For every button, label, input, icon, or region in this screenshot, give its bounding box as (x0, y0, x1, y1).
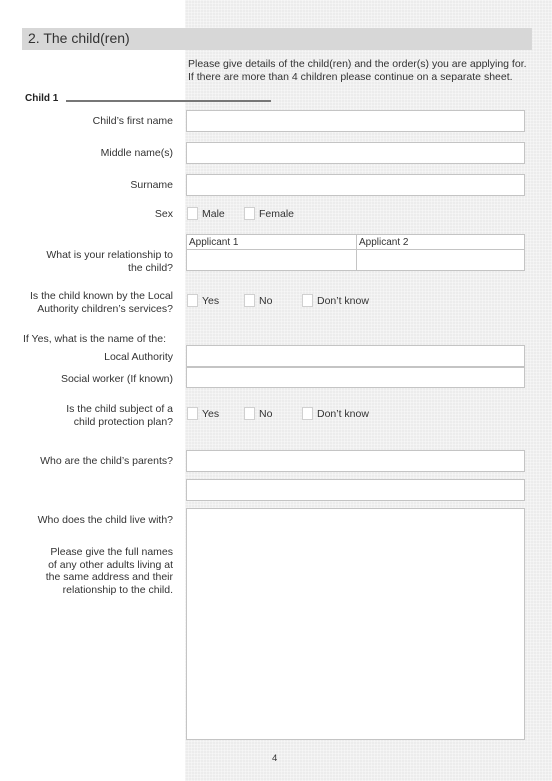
child-heading: Child 1 (25, 93, 59, 104)
known-dont-know-checkbox[interactable] (302, 294, 313, 307)
known-no-checkbox[interactable] (244, 294, 255, 307)
intro-line-1: Please give details of the child(ren) and the order(s) you are applying for. (188, 58, 527, 70)
surname-label: Surname (130, 179, 173, 191)
applicant-2-header: Applicant 2 (359, 237, 409, 248)
known-yes-checkbox[interactable] (187, 294, 198, 307)
known-by-la-label-line-2: Authority children’s services? (37, 302, 173, 315)
applicant-1-relationship-field[interactable] (187, 250, 356, 271)
first-name-label: Child’s first name (92, 115, 173, 127)
relationship-label-line-1: What is your relationship to (46, 249, 173, 261)
parents-label: Who are the child’s parents? (40, 455, 173, 467)
other-adults-label-line-3: the same address and their (45, 571, 173, 583)
social-worker-field[interactable] (186, 367, 525, 388)
cpp-dont-know-checkbox[interactable] (302, 407, 313, 420)
intro-line-2: If there are more than 4 children please continue on a separate sheet. (188, 71, 513, 83)
known-dont-know-label: Don’t know (317, 295, 369, 307)
other-adults-label-line-2: of any other adults living at (48, 558, 173, 571)
intro-text (188, 58, 527, 84)
known-by-la-label (30, 290, 173, 315)
applicant-2-relationship-field[interactable] (357, 250, 524, 271)
sex-label: Sex (154, 208, 173, 220)
cpp-no-label: No (259, 408, 273, 420)
parents-field-1[interactable] (186, 450, 525, 472)
other-adults-label (46, 546, 173, 596)
cpp-yes-checkbox[interactable] (187, 407, 198, 420)
relationship-label (46, 249, 173, 274)
first-name-field[interactable] (186, 110, 525, 132)
applicant-1-header: Applicant 1 (189, 237, 239, 248)
cpp-dont-know-label: Don’t know (317, 408, 369, 420)
cpp-yes-label: Yes (202, 408, 220, 420)
cpp-no-checkbox[interactable] (244, 407, 255, 420)
page-number: 4 (272, 753, 278, 764)
section-title: 2. The child(ren) (28, 30, 130, 46)
relationship-table (186, 234, 525, 271)
other-adults-label-line-1: Please give the full names (50, 546, 173, 558)
section-header (22, 28, 532, 50)
sex-female-checkbox[interactable] (244, 207, 255, 220)
middle-names-field[interactable] (186, 142, 525, 164)
local-authority-field[interactable] (186, 345, 525, 367)
local-authority-label: Local Authority (104, 351, 173, 363)
sex-female-label: Female (259, 208, 295, 220)
cpp-label (66, 403, 173, 428)
lives-with-textarea[interactable] (186, 508, 525, 740)
surname-field[interactable] (186, 174, 525, 196)
sex-male-label: Male (202, 208, 225, 220)
social-worker-label: Social worker (If known) (60, 373, 173, 385)
parents-field-2[interactable] (186, 479, 525, 501)
known-by-la-label-line-1: Is the child known by the Local (29, 290, 173, 302)
other-adults-label-line-4: relationship to the child. (62, 583, 173, 596)
known-no-label: No (259, 295, 273, 307)
sex-male-checkbox[interactable] (187, 207, 198, 220)
cpp-label-line-1: Is the child subject of a (66, 403, 173, 415)
cpp-label-line-2: child protection plan? (73, 415, 173, 428)
known-yes-label: Yes (202, 295, 220, 307)
middle-names-label: Middle name(s) (100, 147, 173, 159)
if-yes-label: If Yes, what is the name of the: (23, 333, 167, 345)
child-heading-rule (66, 100, 271, 102)
lives-with-label: Who does the child live with? (37, 514, 173, 526)
relationship-label-line-2: the child? (128, 261, 173, 274)
